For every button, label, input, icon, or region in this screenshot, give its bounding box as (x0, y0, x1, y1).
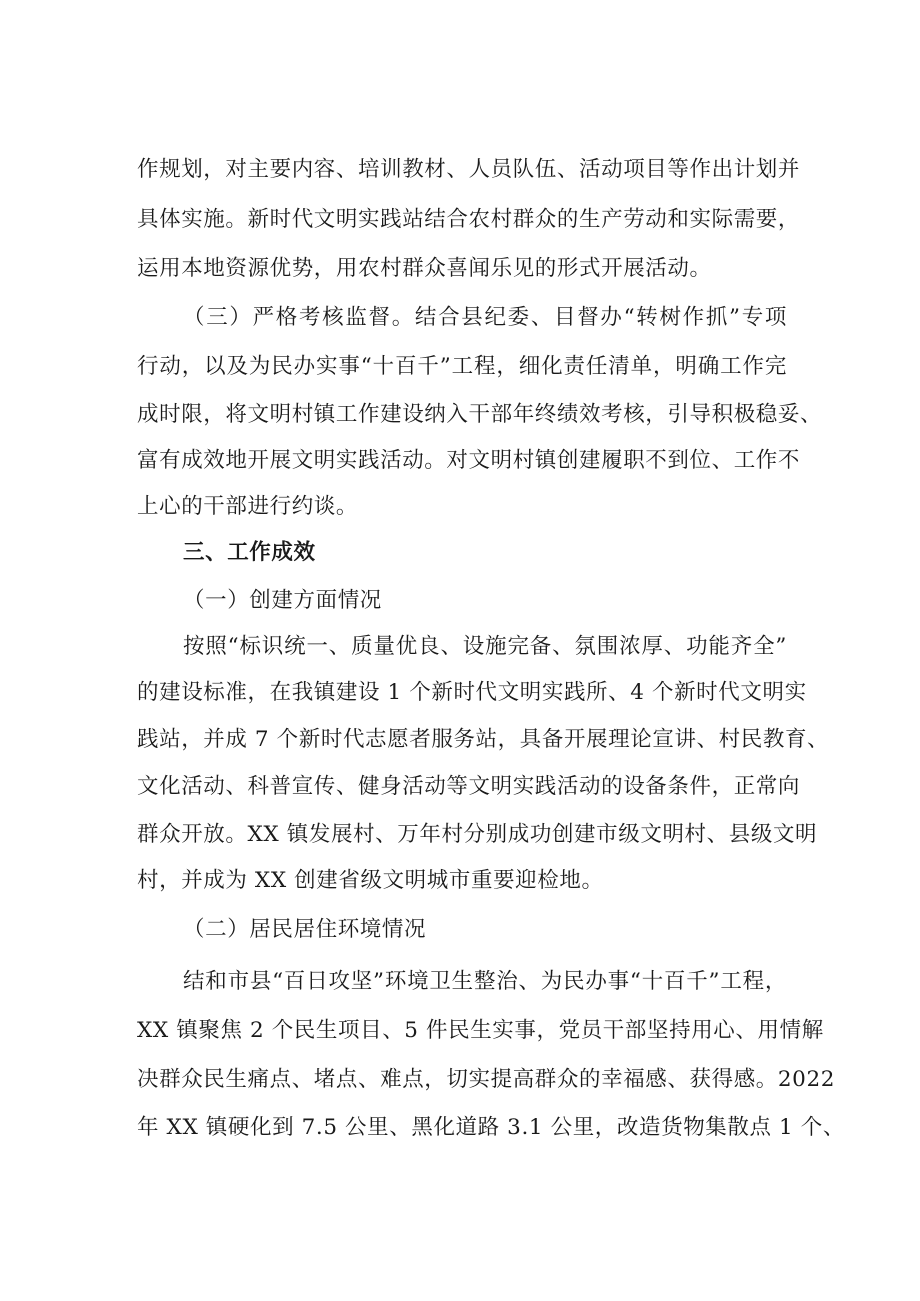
paragraph-line: 行动，以及为民办实事“十百千”工程，细化责任清单，明确工作完 (137, 354, 787, 379)
paragraph-line: XX 镇聚焦 2 个民生项目、5 件民生实事，党员干部坚持用心、用情解 (137, 1018, 824, 1043)
paragraph-line: 结和市县“百日攻坚”环境卫生整治、为民办事“十百千”工程， (183, 969, 787, 994)
paragraph-line: 作规划，对主要内容、培训教材、人员队伍、活动项目等作出计划并 (137, 157, 801, 182)
paragraph-line: 富有成效地开展文明实践活动。对文明村镇创建履职不到位、工作不 (137, 448, 801, 473)
paragraph-line: 运用本地资源优势，用农村群众喜闻乐见的形式开展活动。 (137, 256, 712, 281)
paragraph-line: 上心的干部进行约谈。 (137, 494, 359, 519)
paragraph-line: 具体实施。新时代文明实践站结合农村群众的生产劳动和实际需要， (137, 207, 801, 232)
section-heading-line: （三）严格考核监督。结合县纪委、目督办“转树作抓”专项 (183, 305, 787, 330)
chapter-heading: 三、工作成效 (183, 540, 316, 565)
paragraph-line: 按照“标识统一、质量优良、设施完备、氛围浓厚、功能齐全” (183, 634, 787, 659)
paragraph-line: 村，并成为 XX 创建省级文明城市重要迎检地。 (137, 868, 604, 893)
paragraph-line: 成时限，将文明村镇工作建设纳入干部年终绩效考核，引导积极稳妥、 (137, 402, 823, 427)
paragraph-line: 群众开放。XX 镇发展村、万年村分别成功创建市级文明村、县级文明 (137, 822, 818, 847)
paragraph-line: 文化活动、科普宣传、健身活动等文明实践活动的设备条件，正常向 (137, 774, 801, 799)
paragraph-line: 年 XX 镇硬化到 7.5 公里、黑化道路 3.1 公里，改造货物集散点 1 个、 (137, 1115, 845, 1140)
subsection-heading: （一）创建方面情况 (183, 588, 382, 613)
paragraph-line: 的建设标准，在我镇建设 1 个新时代文明实践所、4 个新时代文明实 (137, 680, 807, 705)
paragraph-line: 决群众民生痛点、堵点、难点，切实提高群众的幸福感、获得感。2022 (137, 1067, 836, 1092)
subsection-heading: （二）居民居住环境情况 (183, 917, 427, 942)
paragraph-line: 践站，并成 7 个新时代志愿者服务站，具备开展理论宣讲、村民教育、 (137, 727, 830, 752)
